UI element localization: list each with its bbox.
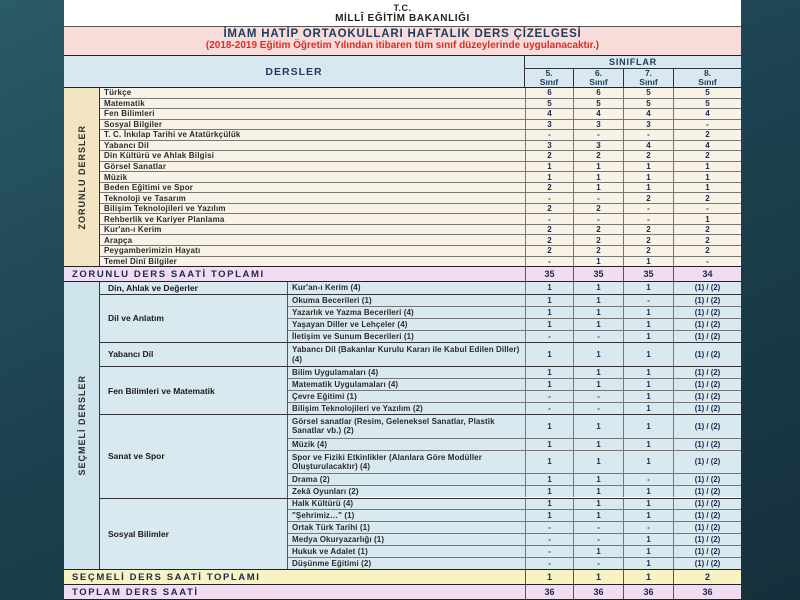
hours-cell-7-sinif: 1 [623, 367, 673, 378]
course-name: Kur'an-ı Kerim [104, 225, 162, 235]
hours-cell-8-sinif: 2 [673, 235, 741, 245]
hours-cell-5-sinif: - [525, 130, 573, 140]
hours-cell-5-sinif: 4 [525, 109, 573, 119]
hours-cell-8-sinif: 36 [673, 585, 741, 599]
hours-cell-8-sinif: (1) / (2) [673, 522, 741, 533]
hours-cell-8-sinif: (1) / (2) [673, 558, 741, 569]
elective-group [100, 342, 741, 367]
hours-cell-7-sinif: 1 [623, 162, 673, 172]
hours-cell-7-sinif: 1 [623, 282, 673, 294]
hours-cell-7-sinif: 35 [623, 267, 673, 281]
hours-cell-8-sinif: - [673, 257, 741, 267]
course-name: Beden Eğitimi ve Spor [104, 183, 194, 193]
grand-total-row [64, 584, 741, 599]
course-row [100, 129, 741, 140]
hours-cell-6-sinif: 1 [573, 172, 623, 182]
hours-cell-7-sinif: 1 [623, 570, 673, 584]
org-line-tc: T.C. [393, 3, 412, 13]
hours-cell-6-sinif: 1 [573, 162, 623, 172]
course-row [288, 390, 741, 402]
hours-cell-6-sinif: 2 [573, 151, 623, 161]
course-row [100, 224, 741, 235]
hours-cell-8-sinif: (1) / (2) [673, 319, 741, 330]
hours-cell-5-sinif: 1 [525, 499, 573, 510]
elective-category: Sanat ve Spor [100, 415, 288, 497]
course-name: Temel Dinî Bilgiler [104, 256, 177, 266]
elective-group-rows [288, 343, 741, 367]
hours-cell-5-sinif: 2 [525, 204, 573, 214]
course-name: Türkçe [104, 88, 132, 98]
hours-cell-5-sinif: - [525, 403, 573, 414]
course-name: Matematik Uygulamaları (4) [292, 380, 399, 390]
hours-cell-6-sinif: 1 [573, 546, 623, 557]
table-header [64, 56, 741, 87]
hours-cell-8-sinif: (1) / (2) [673, 439, 741, 450]
hours-cell-7-sinif: 2 [623, 151, 673, 161]
course-row [100, 234, 741, 245]
hours-cell-6-sinif: 2 [573, 225, 623, 235]
hours-cell-6-sinif: 1 [573, 367, 623, 378]
course-row [288, 306, 741, 318]
hours-cell-6-sinif: - [573, 534, 623, 545]
course-name: Çevre Eğitimi (1) [292, 392, 357, 402]
course-row [100, 213, 741, 224]
title-band [64, 26, 741, 55]
schedule-table [64, 55, 741, 600]
hours-cell-8-sinif: (1) / (2) [673, 546, 741, 557]
course-row [288, 545, 741, 557]
grade-number: 5. [545, 68, 553, 79]
section-label-secmeli: SEÇMELİ DERSLER [76, 375, 87, 476]
hours-cell-7-sinif: 1 [623, 486, 673, 497]
hours-cell-6-sinif: 1 [573, 307, 623, 318]
hours-cell-6-sinif: - [573, 522, 623, 533]
hours-cell-7-sinif: - [623, 130, 673, 140]
hours-cell-8-sinif: (1) / (2) [673, 367, 741, 378]
hours-cell-8-sinif: (1) / (2) [673, 307, 741, 318]
course-name: Teknoloji ve Tasarım [104, 193, 186, 203]
hours-cell-6-sinif: - [573, 193, 623, 203]
course-name: Kur'an-ı Kerim (4) [292, 283, 361, 293]
hours-cell-7-sinif: 1 [623, 415, 673, 437]
hours-cell-5-sinif: 1 [525, 319, 573, 330]
course-row [100, 161, 741, 172]
hours-cell-8-sinif: - [673, 120, 741, 130]
hours-cell-8-sinif: 1 [673, 162, 741, 172]
hours-cell-5-sinif: 1 [525, 510, 573, 521]
hours-cell-7-sinif: 1 [623, 439, 673, 450]
hours-cell-7-sinif: 1 [623, 403, 673, 414]
hours-cell-8-sinif: (1) / (2) [673, 451, 741, 473]
course-row [288, 499, 741, 510]
grade-number: 6. [594, 68, 603, 79]
total-label: TOPLAM DERS SAATİ [72, 586, 199, 598]
course-row [288, 295, 741, 306]
hours-cell-8-sinif: (1) / (2) [673, 391, 741, 402]
hours-cell-8-sinif: 2 [673, 246, 741, 256]
course-name: Okuma Becerileri (1) [292, 295, 372, 305]
elective-total-row [64, 569, 741, 584]
hours-cell-6-sinif: 1 [573, 257, 623, 267]
hours-cell-8-sinif: 34 [673, 267, 741, 281]
hours-cell-5-sinif: 2 [525, 225, 573, 235]
course-name: Hukuk ve Adalet (1) [292, 547, 368, 557]
hours-cell-5-sinif: - [525, 546, 573, 557]
hours-cell-8-sinif: (1) / (2) [673, 499, 741, 510]
course-name: "Şehrimiz…" (1) [292, 511, 355, 521]
elective-groups [100, 282, 741, 569]
course-row [288, 367, 741, 378]
hours-cell-5-sinif: 2 [525, 151, 573, 161]
hours-cell-8-sinif: 5 [673, 88, 741, 98]
hours-cell-5-sinif: 3 [525, 120, 573, 130]
course-row [288, 402, 741, 414]
total-label: SEÇMELİ DERS SAATİ TOPLAMI [72, 571, 261, 583]
hours-cell-7-sinif: 5 [623, 99, 673, 109]
hours-cell-6-sinif: 1 [573, 295, 623, 306]
org-header [64, 0, 741, 26]
hours-cell-8-sinif: 2 [673, 225, 741, 235]
course-name: İletişim ve Sunum Becerileri (1) [292, 331, 414, 341]
course-row [288, 415, 741, 437]
hours-cell-8-sinif: 2 [673, 570, 741, 584]
course-name: Yabancı Dil (Bakanlar Kurulu Kararı ile Kabul Edilen Diller) (4) [292, 345, 520, 364]
hours-cell-5-sinif: 1 [525, 162, 573, 172]
course-name: Zekâ Oyunları (2) [292, 487, 359, 497]
hours-cell-5-sinif: 35 [525, 267, 573, 281]
hours-cell-6-sinif: 1 [573, 451, 623, 473]
column-header-siniflar: SINIFLAR [525, 56, 741, 69]
grade-header-row [525, 69, 741, 87]
hours-cell-6-sinif: 3 [573, 141, 623, 151]
hours-cell-7-sinif: 2 [623, 235, 673, 245]
elective-group [100, 366, 741, 414]
hours-cell-7-sinif: - [623, 295, 673, 306]
elective-group-rows [288, 367, 741, 414]
hours-cell-8-sinif: (1) / (2) [673, 474, 741, 485]
hours-cell-5-sinif: 1 [525, 415, 573, 437]
elective-category: Sosyal Bilimler [100, 499, 288, 570]
hours-cell-7-sinif: 1 [623, 451, 673, 473]
hours-cell-8-sinif: 1 [673, 172, 741, 182]
hours-cell-8-sinif: 2 [673, 130, 741, 140]
elective-group [100, 498, 741, 570]
hours-cell-5-sinif: 5 [525, 99, 573, 109]
course-name: Müzik (4) [292, 439, 328, 449]
course-name: Bilim Uygulamaları (4) [292, 368, 379, 378]
course-name: T. C. İnkılap Tarihi ve Atatürkçülük [104, 130, 241, 140]
hours-cell-5-sinif: 1 [525, 439, 573, 450]
hours-cell-5-sinif: - [525, 534, 573, 545]
elective-section [64, 281, 741, 569]
section-label-zorunlu: ZORUNLU DERSLER [76, 124, 87, 230]
hours-cell-7-sinif: 4 [623, 109, 673, 119]
grade-number: 7. [644, 68, 653, 79]
course-row [100, 182, 741, 193]
course-name: Yaşayan Diller ve Lehçeler (4) [292, 319, 408, 329]
hours-cell-7-sinif: 1 [623, 183, 673, 193]
course-name: Peygamberimizin Hayatı [104, 246, 201, 256]
hours-cell-6-sinif: 6 [573, 88, 623, 98]
hours-cell-5-sinif: 36 [525, 585, 573, 599]
hours-cell-6-sinif: 2 [573, 235, 623, 245]
elective-category: Dil ve Anlatım [100, 295, 288, 342]
hours-cell-6-sinif: 1 [573, 439, 623, 450]
hours-cell-7-sinif: - [623, 522, 673, 533]
hours-cell-6-sinif: 3 [573, 120, 623, 130]
hours-cell-8-sinif: 4 [673, 141, 741, 151]
hours-cell-5-sinif: 1 [525, 570, 573, 584]
hours-cell-6-sinif: 1 [573, 282, 623, 294]
hours-cell-6-sinif: - [573, 214, 623, 224]
hours-cell-6-sinif: - [573, 403, 623, 414]
hours-cell-8-sinif: (1) / (2) [673, 343, 741, 367]
elective-category: Fen Bilimleri ve Matematik [100, 367, 288, 414]
hours-cell-8-sinif: (1) / (2) [673, 486, 741, 497]
hours-cell-7-sinif: 1 [623, 534, 673, 545]
hours-cell-6-sinif: - [573, 331, 623, 342]
hours-cell-7-sinif: 5 [623, 88, 673, 98]
course-row [100, 256, 741, 267]
course-name: Ortak Türk Tarihi (1) [292, 523, 370, 533]
course-name: Yabancı Dil [104, 140, 149, 150]
hours-cell-5-sinif: - [525, 214, 573, 224]
hours-cell-5-sinif: - [525, 391, 573, 402]
hours-cell-8-sinif: (1) / (2) [673, 331, 741, 342]
hours-cell-5-sinif: 1 [525, 343, 573, 367]
hours-cell-6-sinif: 35 [573, 267, 623, 281]
hours-cell-7-sinif: 36 [623, 585, 673, 599]
course-row [288, 318, 741, 330]
hours-cell-7-sinif: 1 [623, 343, 673, 367]
hours-cell-8-sinif: (1) / (2) [673, 415, 741, 437]
course-row [288, 343, 741, 367]
course-name: Yazarlık ve Yazma Becerileri (4) [292, 307, 414, 317]
elective-group-rows [288, 499, 741, 570]
hours-cell-6-sinif: 1 [573, 474, 623, 485]
elective-category: Yabancı Dil [100, 343, 288, 367]
compulsory-total-row [64, 266, 741, 281]
course-name: Bilişim Teknolojileri ve Yazılım [104, 204, 226, 214]
hours-cell-8-sinif: 1 [673, 214, 741, 224]
hours-cell-7-sinif: - [623, 204, 673, 214]
course-name: Matematik [104, 98, 145, 108]
hours-cell-8-sinif: 2 [673, 151, 741, 161]
course-row [288, 473, 741, 485]
hours-cell-5-sinif: 1 [525, 379, 573, 390]
elective-group-rows [288, 282, 741, 294]
course-name: Düşünme Eğitimi (2) [292, 558, 372, 568]
column-header-dersler: DERSLER [64, 56, 525, 87]
hours-cell-6-sinif: 1 [573, 499, 623, 510]
course-row [100, 140, 741, 151]
hours-cell-6-sinif: 1 [573, 319, 623, 330]
course-row [100, 192, 741, 203]
hours-cell-8-sinif: (1) / (2) [673, 403, 741, 414]
hours-cell-7-sinif: 1 [623, 558, 673, 569]
slide [64, 0, 741, 600]
hours-cell-8-sinif: - [673, 204, 741, 214]
course-row [100, 98, 741, 109]
hours-cell-7-sinif: 1 [623, 307, 673, 318]
hours-cell-6-sinif: 36 [573, 585, 623, 599]
grade-word: Sınıf [589, 77, 608, 87]
course-row [100, 88, 741, 98]
hours-cell-5-sinif: - [525, 257, 573, 267]
course-row [288, 509, 741, 521]
elective-category: Din, Ahlak ve Değerler [100, 282, 288, 294]
hours-cell-8-sinif: (1) / (2) [673, 510, 741, 521]
elective-section-label-cell [64, 282, 100, 569]
hours-cell-8-sinif: 5 [673, 99, 741, 109]
hours-cell-6-sinif: 1 [573, 486, 623, 497]
hours-cell-5-sinif: 1 [525, 451, 573, 473]
elective-group [100, 282, 741, 294]
course-row [288, 557, 741, 569]
org-line-ministry: MİLLÎ EĞİTİM BAKANLIĞI [335, 13, 470, 24]
hours-cell-7-sinif: 1 [623, 172, 673, 182]
hours-cell-6-sinif: 4 [573, 109, 623, 119]
course-row [288, 450, 741, 473]
grade-column-header-8 [673, 69, 741, 87]
course-name: Görsel sanatlar (Resim, Geleneksel Sanatlar, Plastik Sanatlar vb.) (2) [292, 417, 495, 436]
grade-column-header-5 [525, 69, 573, 87]
hours-cell-6-sinif: - [573, 391, 623, 402]
hours-cell-7-sinif: 1 [623, 510, 673, 521]
grade-word: Sınıf [639, 77, 658, 87]
hours-cell-7-sinif: 2 [623, 225, 673, 235]
hours-cell-5-sinif: 1 [525, 307, 573, 318]
course-name: Medya Okuryazarlığı (1) [292, 535, 385, 545]
hours-cell-7-sinif: - [623, 214, 673, 224]
compulsory-section [64, 87, 741, 266]
hours-cell-8-sinif: (1) / (2) [673, 295, 741, 306]
hours-cell-7-sinif: 3 [623, 120, 673, 130]
course-name: Drama (2) [292, 475, 330, 485]
hours-cell-7-sinif: 2 [623, 246, 673, 256]
course-row [288, 282, 741, 294]
course-row [288, 378, 741, 390]
hours-cell-5-sinif: 6 [525, 88, 573, 98]
hours-cell-8-sinif: (1) / (2) [673, 282, 741, 294]
total-label: ZORUNLU DERS SAATİ TOPLAMI [72, 268, 265, 280]
hours-cell-7-sinif: 1 [623, 499, 673, 510]
hours-cell-6-sinif: 1 [573, 379, 623, 390]
hours-cell-7-sinif: 1 [623, 331, 673, 342]
hours-cell-7-sinif: 1 [623, 257, 673, 267]
course-name: Spor ve Fiziki Etkinlikler (Alanlara Göre Modüller Oluşturulacaktır) (4) [292, 452, 482, 471]
grade-number: 8. [703, 68, 712, 79]
hours-cell-7-sinif: 1 [623, 391, 673, 402]
hours-cell-7-sinif: - [623, 474, 673, 485]
hours-cell-8-sinif: 4 [673, 109, 741, 119]
hours-cell-5-sinif: 2 [525, 235, 573, 245]
hours-cell-5-sinif: 1 [525, 367, 573, 378]
course-row [288, 521, 741, 533]
hours-cell-6-sinif: 2 [573, 246, 623, 256]
course-name: Halk Kültürü (4) [292, 499, 354, 509]
course-row [288, 485, 741, 497]
hours-cell-7-sinif: 1 [623, 379, 673, 390]
hours-cell-6-sinif: 1 [573, 570, 623, 584]
hours-cell-5-sinif: 3 [525, 141, 573, 151]
hours-cell-6-sinif: 2 [573, 204, 623, 214]
grade-column-header-7 [623, 69, 673, 87]
course-row [288, 533, 741, 545]
hours-cell-6-sinif: 1 [573, 183, 623, 193]
course-row [100, 108, 741, 119]
course-row [288, 330, 741, 342]
course-row [100, 203, 741, 214]
elective-group-rows [288, 415, 741, 497]
hours-cell-5-sinif: - [525, 193, 573, 203]
course-row [100, 245, 741, 256]
compulsory-rows [100, 88, 741, 266]
hours-cell-6-sinif: 1 [573, 510, 623, 521]
course-name: Arapça [104, 235, 133, 245]
hours-cell-5-sinif: 2 [525, 183, 573, 193]
grade-word: Sınıf [698, 77, 717, 87]
elective-group-rows [288, 295, 741, 342]
hours-cell-7-sinif: 2 [623, 193, 673, 203]
course-name: Bilişim Teknolojileri ve Yazılım (2) [292, 404, 423, 414]
hours-cell-7-sinif: 1 [623, 319, 673, 330]
hours-cell-8-sinif: (1) / (2) [673, 379, 741, 390]
course-row [100, 171, 741, 182]
hours-cell-5-sinif: - [525, 331, 573, 342]
grade-word: Sınıf [539, 77, 559, 87]
course-name: Görsel Sanatlar [104, 161, 167, 171]
course-row [100, 119, 741, 130]
elective-group [100, 294, 741, 342]
hours-cell-7-sinif: 1 [623, 546, 673, 557]
course-name: Din Kültürü ve Ahlak Bilgisi [104, 151, 215, 161]
course-name: Fen Bilimleri [104, 109, 155, 119]
grade-column-header-6 [573, 69, 623, 87]
hours-cell-7-sinif: 4 [623, 141, 673, 151]
hours-cell-5-sinif: 1 [525, 486, 573, 497]
course-row [100, 150, 741, 161]
course-name: Sosyal Bilgiler [104, 119, 163, 129]
hours-cell-5-sinif: - [525, 522, 573, 533]
hours-cell-6-sinif: - [573, 130, 623, 140]
hours-cell-6-sinif: - [573, 558, 623, 569]
hours-cell-8-sinif: (1) / (2) [673, 534, 741, 545]
grade-columns-header [525, 56, 741, 87]
hours-cell-5-sinif: 1 [525, 282, 573, 294]
hours-cell-5-sinif: 1 [525, 474, 573, 485]
hours-cell-6-sinif: 5 [573, 99, 623, 109]
course-name: Rehberlik ve Kariyer Planlama [104, 214, 225, 224]
hours-cell-5-sinif: - [525, 558, 573, 569]
elective-group [100, 414, 741, 497]
course-name: Müzik [104, 172, 128, 182]
hours-cell-8-sinif: 1 [673, 183, 741, 193]
course-row [288, 438, 741, 450]
hours-cell-6-sinif: 1 [573, 343, 623, 367]
hours-cell-5-sinif: 1 [525, 295, 573, 306]
hours-cell-8-sinif: 2 [673, 193, 741, 203]
page-title: İMAM HATİP ORTAOKULLARI HAFTALIK DERS ÇİZELGESİ [223, 28, 582, 41]
hours-cell-5-sinif: 2 [525, 246, 573, 256]
page-subtitle: (2018-2019 Eğitim Öğretim Yılından itibaren tüm sınıf düzeylerinde uygulanacaktır.) [205, 40, 600, 52]
hours-cell-5-sinif: 1 [525, 172, 573, 182]
compulsory-section-label-cell [64, 88, 100, 266]
hours-cell-6-sinif: 1 [573, 415, 623, 437]
